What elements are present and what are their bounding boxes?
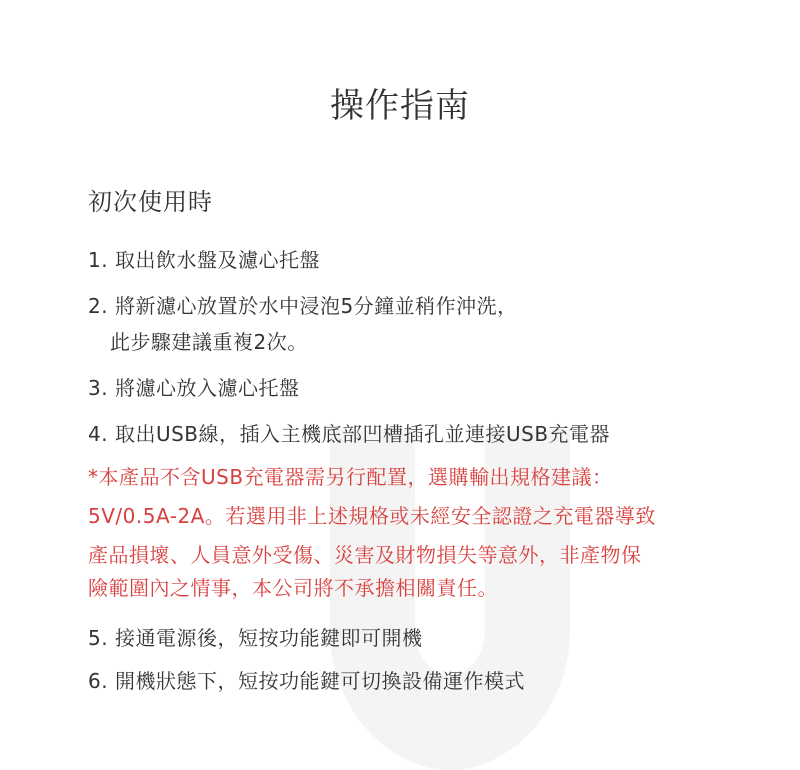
warning-line-3: 產品損壞、人員意外受傷、災害及財物損失等意外，非產物保 xyxy=(88,543,642,567)
warning-line-4: 險範圍內之情事，本公司將不承擔相關責任。 xyxy=(88,576,498,600)
page-title: 操作指南 xyxy=(330,86,470,126)
step-5: 5. 接通電源後，短按功能鍵即可開機 xyxy=(88,626,423,650)
step-3: 3. 將濾心放入濾心托盤 xyxy=(88,376,300,400)
warning-line-1: *本產品不含USB充電器需另行配置，選購輸出規格建議： xyxy=(88,465,613,489)
step-2: 2. 將新濾心放置於水中浸泡5分鐘並稍作沖洗， xyxy=(88,294,518,318)
section-heading-first-use: 初次使用時 xyxy=(88,188,213,216)
warning-line-2: 5V/0.5A-2A。若選用非上述規格或未經安全認證之充電器導致 xyxy=(88,504,656,528)
step-2-continued: 此步驟建議重複2次。 xyxy=(110,330,308,354)
step-1: 1. 取出飲水盤及濾心托盤 xyxy=(88,248,320,272)
step-4: 4. 取出USB線，插入主機底部凹槽插孔並連接USB充電器 xyxy=(88,422,611,446)
step-6: 6. 開機狀態下，短按功能鍵可切換設備運作模式 xyxy=(88,669,525,693)
